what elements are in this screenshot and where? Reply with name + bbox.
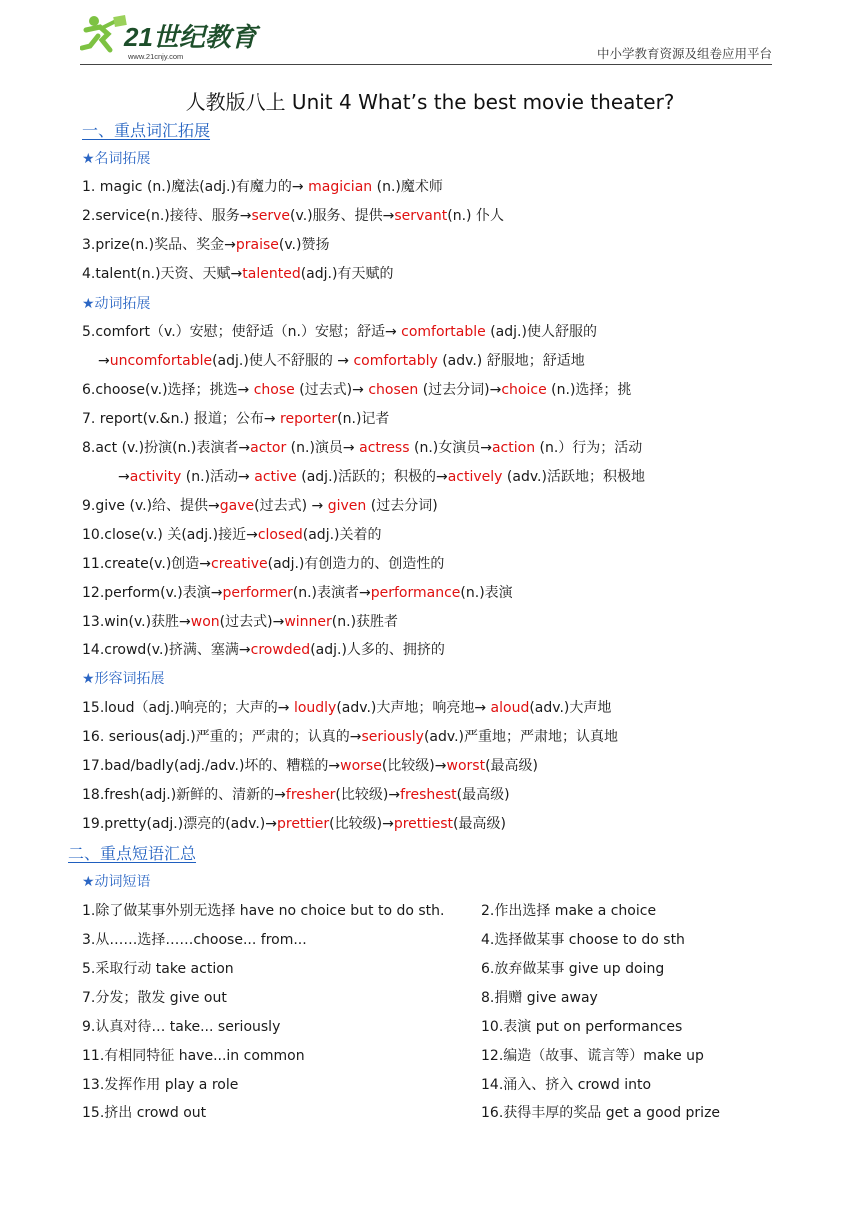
highlighted-word: seriously: [361, 729, 424, 745]
highlighted-word: prettier: [276, 816, 330, 832]
section-heading-phrases: 二、重点短语汇总: [68, 844, 197, 863]
line-text: 6.choose(v.)选择；挑选→: [82, 382, 254, 398]
line-text: (adj.)使人舒服的: [485, 324, 597, 340]
highlighted-word: freshest: [400, 787, 457, 803]
highlighted-word: actively: [447, 469, 503, 485]
highlighted-word: crowded: [250, 642, 311, 658]
line-text: (过去分词)→: [418, 382, 502, 398]
vocab-line: [82, 583, 513, 603]
line-text: 15.loud（adj.)响亮的；大声的→: [82, 700, 294, 716]
highlighted-word: prettiest: [393, 816, 454, 832]
highlighted-word: performance: [370, 585, 461, 601]
line-text: (比较级)→: [329, 816, 394, 832]
line-text: (adv.) 舒服地；舒适地: [437, 353, 585, 369]
highlighted-word: magician: [308, 179, 373, 195]
subheading-verb-phrases: ★动词短语: [82, 874, 151, 890]
logo-text: 21世纪教育: [124, 22, 257, 52]
line-text: (adj.)人多的、拥挤的: [310, 642, 445, 658]
highlighted-word: serve: [251, 208, 291, 224]
line-text: 12.perform(v.)表演→: [82, 585, 223, 601]
phrase-item: 8.捐赠 give away: [481, 990, 598, 1006]
line-text: (adv.)大声地；响亮地→: [336, 700, 491, 716]
highlighted-word: servant: [394, 208, 448, 224]
running-figure-icon: [82, 15, 127, 50]
highlighted-word: talented: [242, 266, 301, 282]
highlighted-word: fresher: [285, 787, 336, 803]
phrase-item: 12.编造（故事、谎言等）make up: [481, 1048, 704, 1064]
line-text: 18.fresh(adj.)新鲜的、清新的→: [82, 787, 286, 803]
line-text: 17.bad/badly(adj./adv.)坏的、糟糕的→: [82, 758, 341, 774]
platform-name: 中小学教育资源及组卷应用平台: [596, 46, 772, 61]
highlighted-word: worse: [340, 758, 382, 774]
line-text: (n.)演员→: [286, 440, 360, 456]
vocab-line: [82, 525, 382, 545]
header-divider: [80, 64, 772, 65]
vocab-line: [82, 612, 398, 632]
line-text: 10.close(v.) 关(adj.)接近→: [82, 527, 258, 543]
line-text: (过去分词): [366, 498, 438, 514]
line-text: (最高级): [453, 816, 506, 832]
phrase-item: 1.除了做某事外别无选择 have no choice but to do sth.: [82, 903, 445, 919]
vocab-line: [82, 756, 538, 776]
line-text: (比较级)→: [381, 758, 447, 774]
highlighted-word: worst: [446, 758, 486, 774]
vocab-line: [82, 785, 510, 805]
highlighted-word: activity: [129, 469, 182, 485]
line-text: 1. magic (n.)魔法(adj.)有魔力的→: [82, 179, 309, 195]
line-text: (过去式)→: [219, 614, 285, 630]
highlighted-word: choice: [501, 382, 547, 398]
line-text: 19.pretty(adj.)漂亮的(adv.)→: [82, 816, 277, 832]
line-text: (最高级): [456, 787, 510, 803]
highlighted-word: active: [254, 469, 297, 485]
phrase-item: 16.获得丰厚的奖品 get a good prize: [481, 1105, 721, 1121]
line-text: (比较级)→: [335, 787, 401, 803]
highlighted-word: closed: [257, 527, 303, 543]
vocab-line: [82, 814, 506, 834]
line-text: (adj.)活跃的；积极的→: [296, 469, 448, 485]
vocab-line: [82, 206, 504, 226]
line-text: (v.)赞扬: [278, 237, 330, 253]
line-text: (n.)活动→: [181, 469, 255, 485]
phrase-item: 4.选择做某事 choose to do sth: [481, 932, 685, 948]
highlighted-word: given: [327, 498, 367, 514]
vocab-line: [82, 322, 597, 342]
line-text: (n.)表演: [460, 585, 513, 601]
vocab-line: [82, 438, 642, 458]
line-text: (n.)魔术师: [372, 179, 443, 195]
line-text: (n.）行为；活动: [535, 440, 643, 456]
line-text: 5.comfort（v.）安慰；使舒适（n.）安慰；舒适→: [82, 324, 402, 340]
highlighted-word: action: [491, 440, 536, 456]
line-text: 8.act (v.)扮演(n.)表演者→: [82, 440, 251, 456]
section-heading-vocabulary: 一、重点词汇拓展: [82, 121, 211, 140]
phrase-item: 13.发挥作用 play a role: [82, 1077, 239, 1093]
vocab-line: [82, 177, 443, 197]
phrase-item: 7.分发；散发 give out: [82, 990, 227, 1006]
line-text: 7. report(v.&n.) 报道；公布→: [82, 411, 281, 427]
highlighted-word: reporter: [280, 411, 338, 427]
highlighted-word: gave: [219, 498, 255, 514]
highlighted-word: actress: [359, 440, 410, 456]
vocab-line: [98, 351, 585, 371]
phrase-item: 5.采取行动 take action: [82, 961, 234, 977]
vocab-line: [82, 409, 389, 429]
phrase-item: 14.涌入、挤入 crowd into: [481, 1077, 652, 1093]
vocab-line: [82, 554, 444, 574]
line-text: (v.)服务、提供→: [290, 208, 395, 224]
phrase-item: 10.表演 put on performances: [481, 1019, 683, 1035]
line-text: →: [118, 469, 130, 485]
vocab-line: [82, 496, 438, 516]
line-text: 2.service(n.)接待、服务→: [82, 208, 252, 224]
line-text: (n.)选择；挑: [546, 382, 632, 398]
line-text: (adj.)有天赋的: [300, 266, 394, 282]
line-text: 14.crowd(v.)挤满、塞满→: [82, 642, 251, 658]
vocab-line: [82, 380, 631, 400]
phrase-item: 15.挤出 crowd out: [82, 1105, 207, 1121]
line-text: 16. serious(adj.)严重的；严肃的；认真的→: [82, 729, 362, 745]
line-text: 9.give (v.)给、提供→: [82, 498, 220, 514]
phrase-item: 3.从……选择……choose... from...: [82, 932, 307, 948]
line-text: 4.talent(n.)天资、天赋→: [82, 266, 243, 282]
subheading-nouns: ★名词拓展: [82, 151, 151, 167]
vocab-line: [82, 640, 445, 660]
logo-url: www.21cnjy.com: [128, 52, 184, 61]
line-text: 13.win(v.)获胜→: [82, 614, 191, 630]
line-text: (n.)获胜者: [331, 614, 399, 630]
highlighted-word: aloud: [490, 700, 530, 716]
highlighted-word: loudly: [293, 700, 337, 716]
vocab-line: [82, 264, 393, 284]
line-text: (n.)表演者→: [292, 585, 371, 601]
line-text: (n.)女演员→: [409, 440, 492, 456]
line-text: 11.create(v.)创造→: [82, 556, 212, 572]
line-text: (adv.)活跃地；积极地: [502, 469, 645, 485]
phrase-item: 11.有相同特征 have...in common: [82, 1048, 305, 1064]
line-text: (adj.)使人不舒服的 →: [212, 353, 354, 369]
line-text: →: [98, 353, 110, 369]
vocab-line: [118, 467, 645, 487]
line-text: (adj.)有创造力的、创造性的: [267, 556, 445, 572]
vocab-line: [82, 698, 611, 718]
highlighted-word: actor: [250, 440, 287, 456]
highlighted-word: uncomfortable: [109, 353, 213, 369]
highlighted-word: comfortably: [353, 353, 438, 369]
highlighted-word: performer: [222, 585, 293, 601]
line-text: (最高级): [485, 758, 538, 774]
highlighted-word: won: [190, 614, 220, 630]
line-text: (adj.)关着的: [302, 527, 382, 543]
highlighted-word: praise: [235, 237, 279, 253]
phrase-item: 9.认真对待… take... seriously: [82, 1019, 281, 1035]
phrase-item: 6.放弃做某事 give up doing: [481, 961, 665, 977]
vocab-line: [82, 727, 618, 747]
line-text: (过去式) →: [254, 498, 328, 514]
phrase-item: 2.作出选择 make a choice: [481, 903, 657, 919]
highlighted-word: creative: [211, 556, 268, 572]
line-text: (过去式)→: [294, 382, 369, 398]
highlighted-word: winner: [284, 614, 332, 630]
subheading-verbs: ★动词拓展: [82, 296, 151, 312]
highlighted-word: chosen: [368, 382, 419, 398]
highlighted-word: chose: [253, 382, 295, 398]
highlighted-word: comfortable: [401, 324, 486, 340]
line-text: (n.) 仆人: [447, 208, 504, 224]
line-text: (adv.)严重地；严肃地；认真地: [423, 729, 618, 745]
21cnjy-logo: [80, 12, 280, 64]
line-text: (adv.)大声地: [529, 700, 612, 716]
line-text: 3.prize(n.)奖品、奖金→: [82, 237, 236, 253]
page-title: 人教版八上 Unit 4 What’s the best movie theater?: [185, 90, 675, 114]
subheading-adjectives: ★形容词拓展: [82, 671, 165, 687]
line-text: (n.)记者: [337, 411, 390, 427]
vocab-line: [82, 235, 329, 255]
